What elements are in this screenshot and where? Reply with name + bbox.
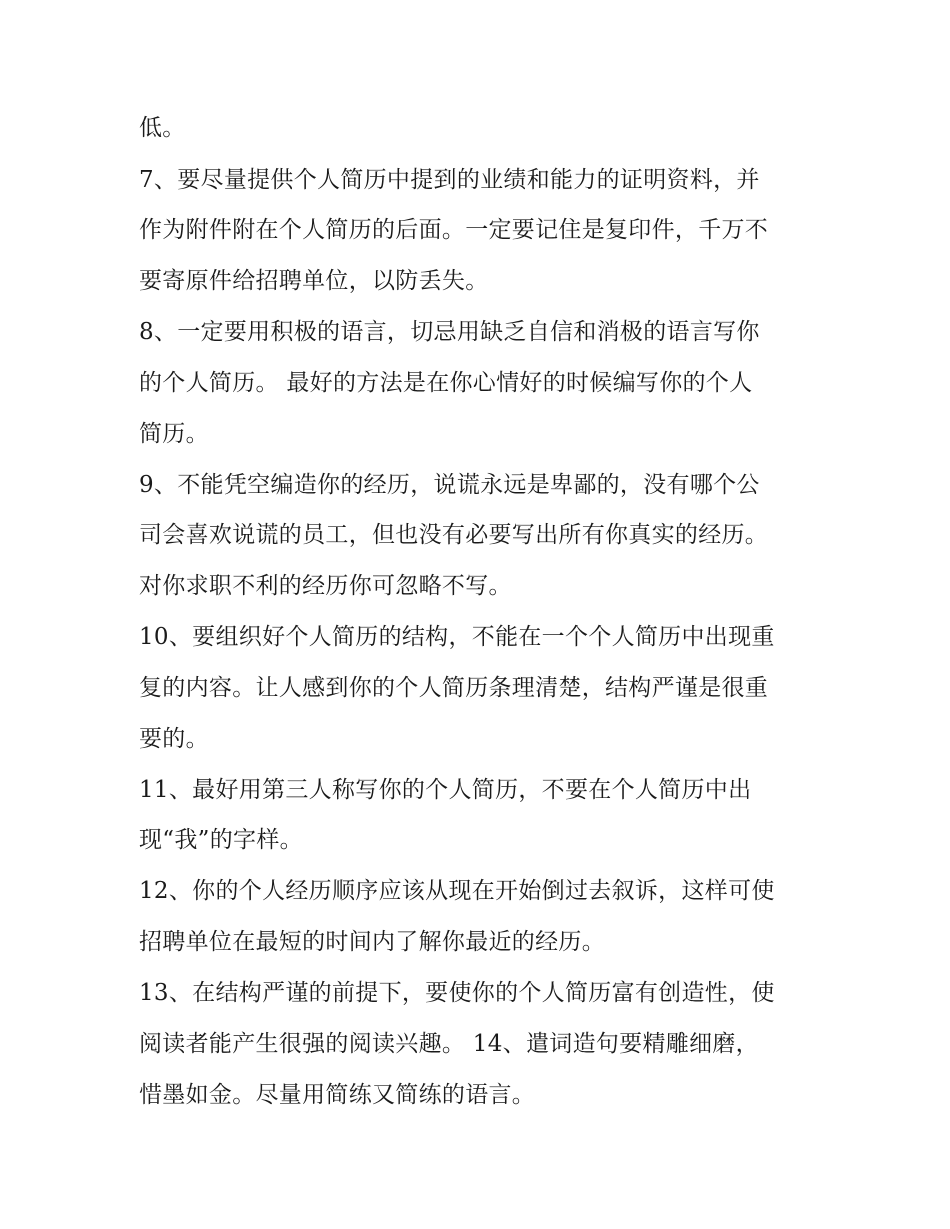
- text-line: 7、要尽量提供个人简历中提到的业绩和能力的证明资料，并: [139, 167, 760, 193]
- text-line: 11、最好用第三人称写你的个人简历，不要在个人简历中出: [139, 777, 752, 803]
- text-line: 要的。: [139, 726, 209, 752]
- text-line: 要寄原件给招聘单位，以防丢失。: [139, 268, 489, 294]
- text-line: 的个人简历。 最好的方法是在你心情好的时候编写你的个人: [139, 370, 753, 396]
- text-line: 招聘单位在最短的时间内了解你最近的经历。: [139, 929, 605, 955]
- text-line: 10、要组织好个人简历的结构，不能在一个个人简历中出现重: [139, 624, 775, 650]
- text-line: 阅读者能产生很强的阅读兴趣。 14、遣词造句要精雕细磨，: [139, 1031, 759, 1057]
- text-line: 简历。: [139, 421, 209, 447]
- text-line: 13、在结构严谨的前提下，要使你的个人简历富有创造性，使: [139, 980, 775, 1006]
- text-line: 对你求职不利的经历你可忽略不写。: [139, 573, 512, 599]
- text-line: 作为附件附在个人简历的后面。一定要记住是复印件，千万不: [139, 217, 769, 243]
- text-line: 12、你的个人经历顺序应该从现在开始倒过去叙诉，这样可使: [139, 878, 775, 904]
- text-line: 低。: [139, 115, 186, 141]
- text-line: 现“我”的字样。: [139, 827, 303, 853]
- text-line: 9、不能凭空编造你的经历，说谎永远是卑鄙的，没有哪个公: [139, 472, 760, 498]
- text-line: 复的内容。让人感到你的个人简历条理清楚，结构严谨是很重: [139, 675, 769, 701]
- text-line: 8、一定要用积极的语言，切忌用缺乏自信和消极的语言写你: [139, 319, 760, 345]
- text-line: 司会喜欢说谎的员工，但也没有必要写出所有你真实的经历。: [139, 522, 769, 548]
- text-line: 惜墨如金。尽量用简练又简练的语言。: [139, 1082, 536, 1108]
